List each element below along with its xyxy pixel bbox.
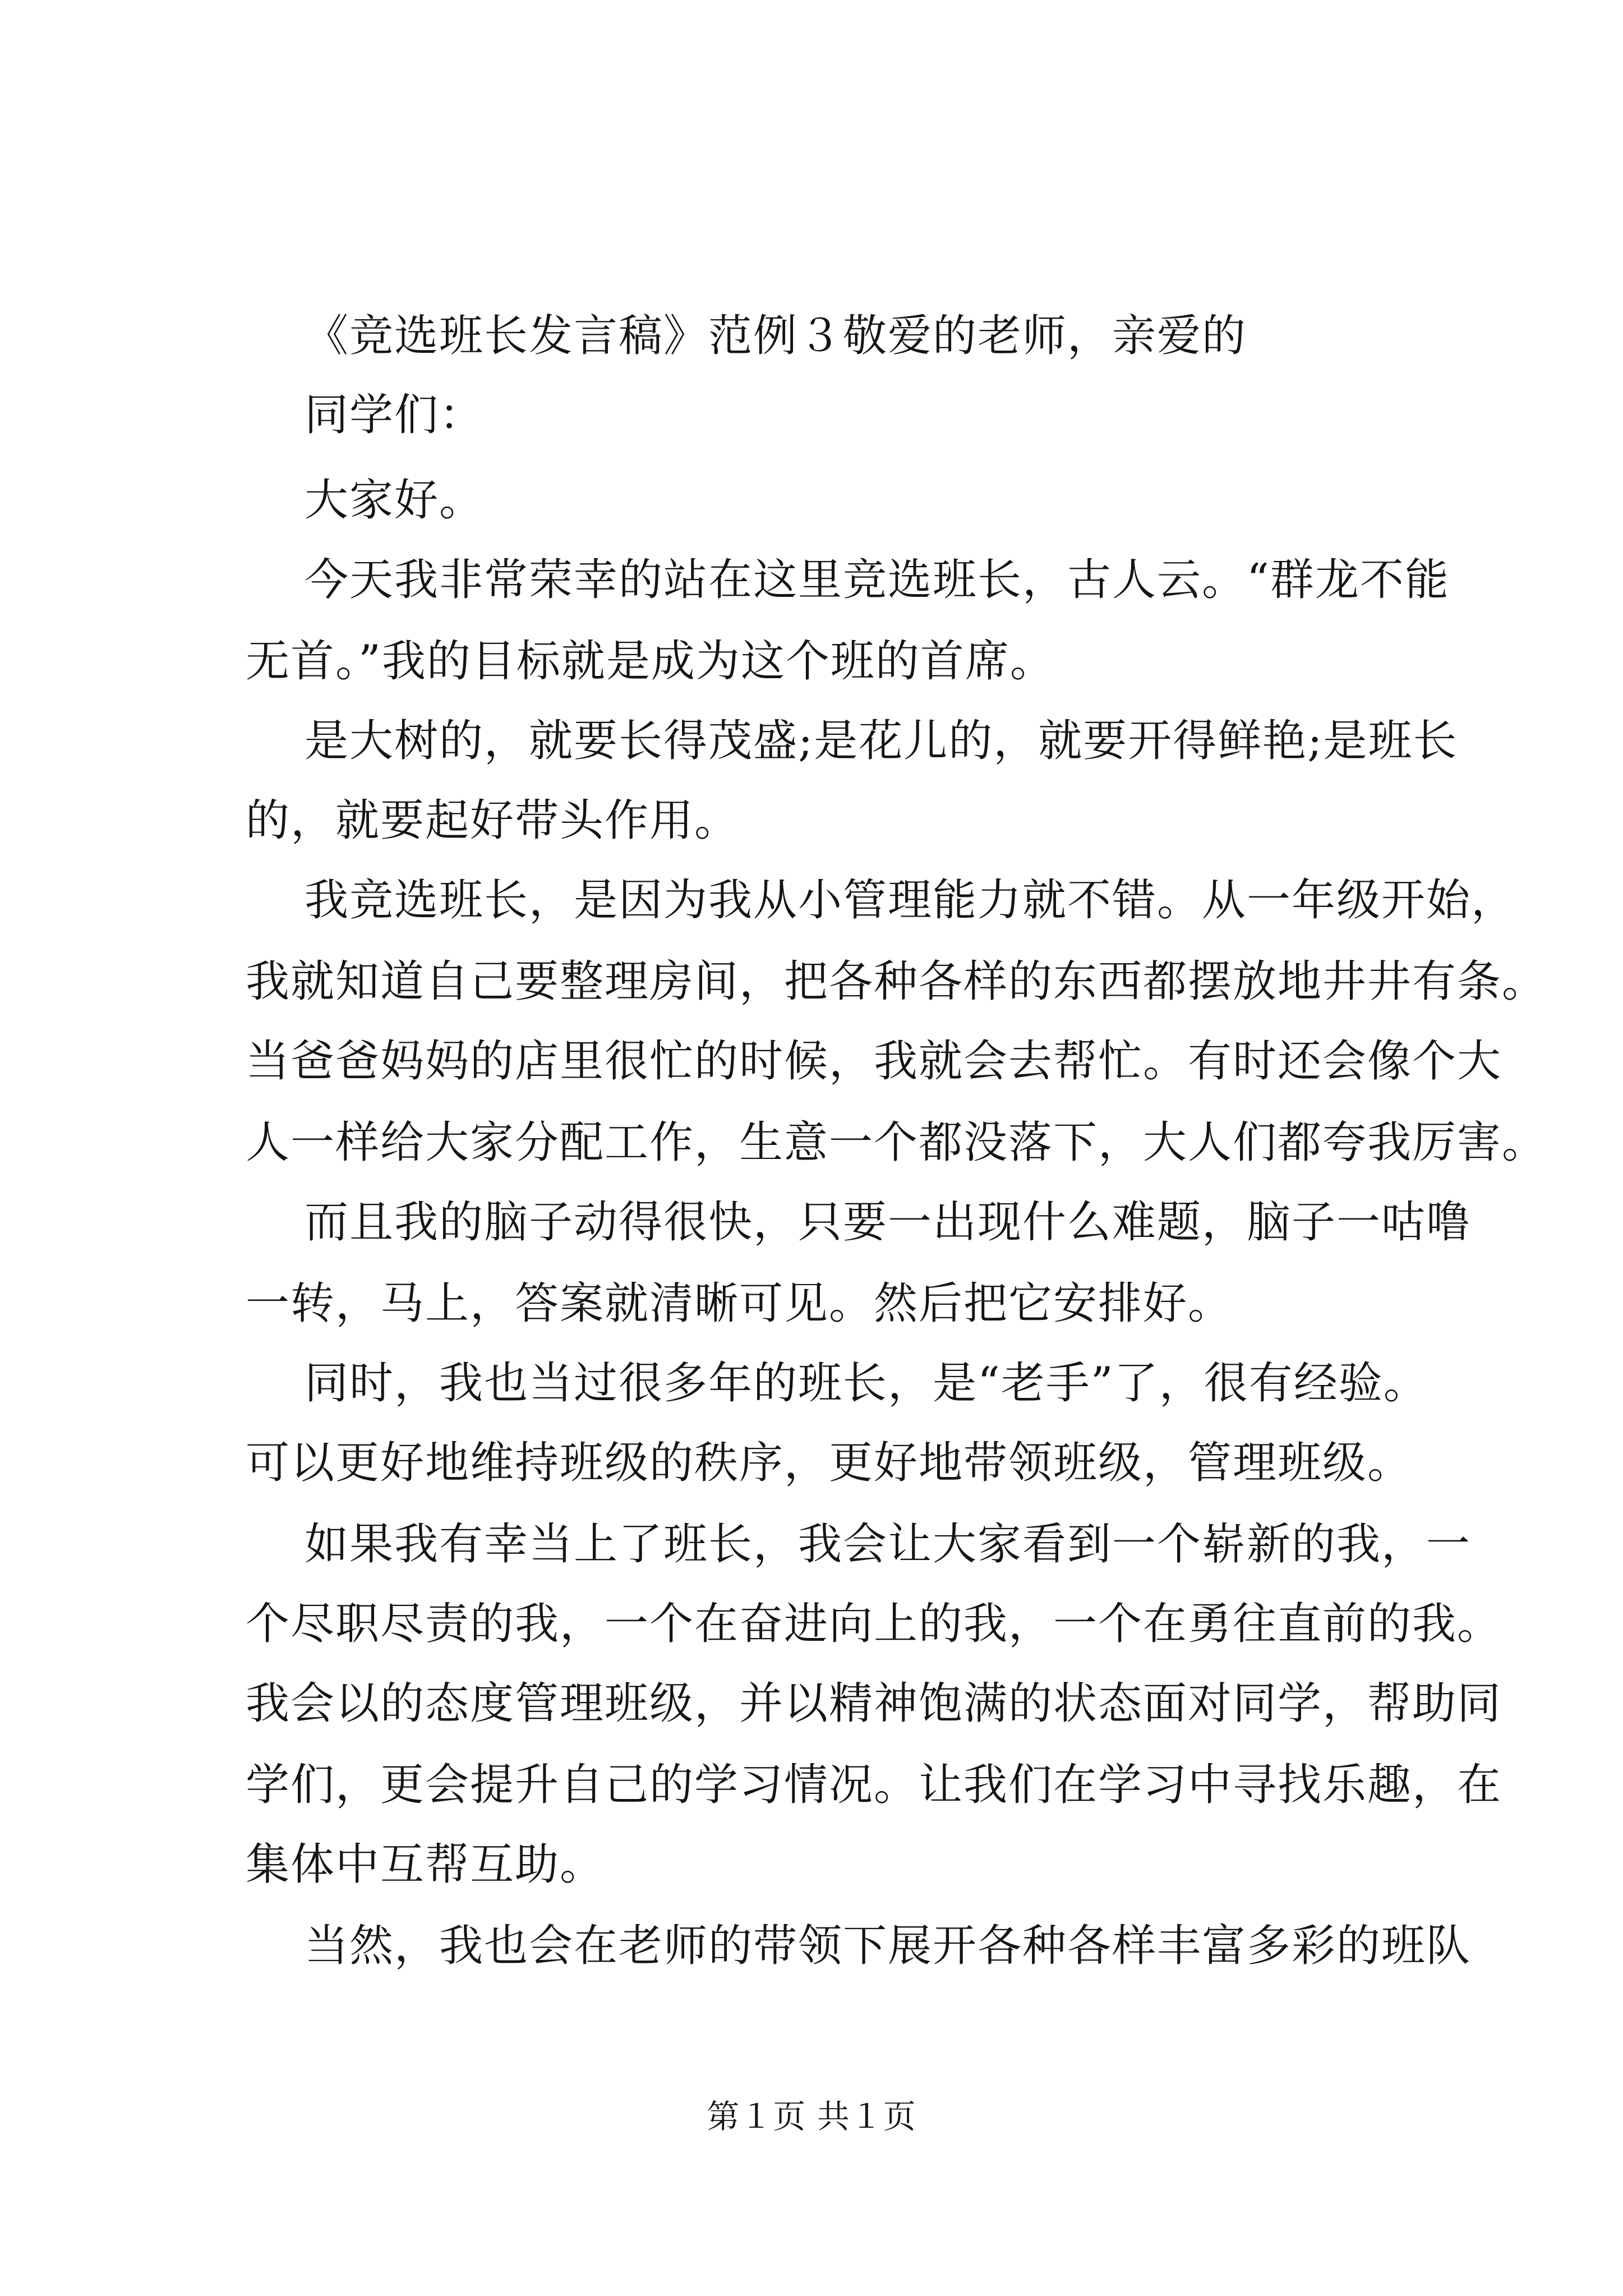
page-footer: 第１页 共１页: [707, 2097, 916, 2136]
text-line: 是大树的，就要长得茂盛;是花儿的，就要开得鲜艳;是班长: [305, 716, 1458, 766]
text-line: 当然，我也会在老师的带领下展开各种各样丰富多彩的班队: [305, 1921, 1472, 1971]
text-line: 个尽职尽责的我，一个在奋进向上的我，一个在勇往直前的我。: [246, 1599, 1502, 1649]
text-line: 学们，更会提升自己的学习情况。让我们在学习中寻找乐趣，在: [246, 1760, 1502, 1810]
text-line: 一转，马上，答案就清晰可见。然后把它安排好。: [246, 1278, 1233, 1329]
text-line: 我竞选班长，是因为我从小管理能力就不错。从一年级开始，: [305, 875, 1516, 926]
text-line: 我会以的态度管理班级，并以精神饱满的状态面对同学，帮助同: [246, 1678, 1502, 1729]
text-line: 人一样给大家分配工作，生意一个都没落下，大人们都夸我厉害。: [246, 1117, 1547, 1168]
text-line: 今天我非常荣幸的站在这里竞选班长，古人云。“群龙不能: [305, 555, 1450, 605]
text-line: 无首。”我的目标就是成为这个班的首席。: [246, 636, 1055, 687]
text-line: 集体中互帮互助。: [246, 1839, 605, 1890]
text-line: 可以更好地维持班级的秩序，更好地带领班级，管理班级。: [246, 1438, 1413, 1488]
text-line: 我就知道自己要整理房间，把各种各样的东西都摆放地井井有条。: [246, 956, 1547, 1007]
text-line: 如果我有幸当上了班长，我会让大家看到一个崭新的我，一: [305, 1519, 1472, 1570]
text-line: 同时，我也当过很多年的班长，是“老手”了，很有经验。: [305, 1358, 1428, 1409]
text-line: 的，就要起好带头作用。: [246, 795, 740, 846]
text-line: 同学们：: [305, 390, 485, 440]
text-line: 《竞选班长发言稿》范例３敬爱的老师，亲爱的: [305, 311, 1247, 361]
text-line: 当爸爸妈妈的店里很忙的时候，我就会去帮忙。有时还会像个大: [246, 1036, 1502, 1087]
text-line: 大家好。: [305, 475, 485, 526]
text-line: 而且我的脑子动得很快，只要一出现什么难题，脑子一咕噜: [305, 1197, 1472, 1248]
